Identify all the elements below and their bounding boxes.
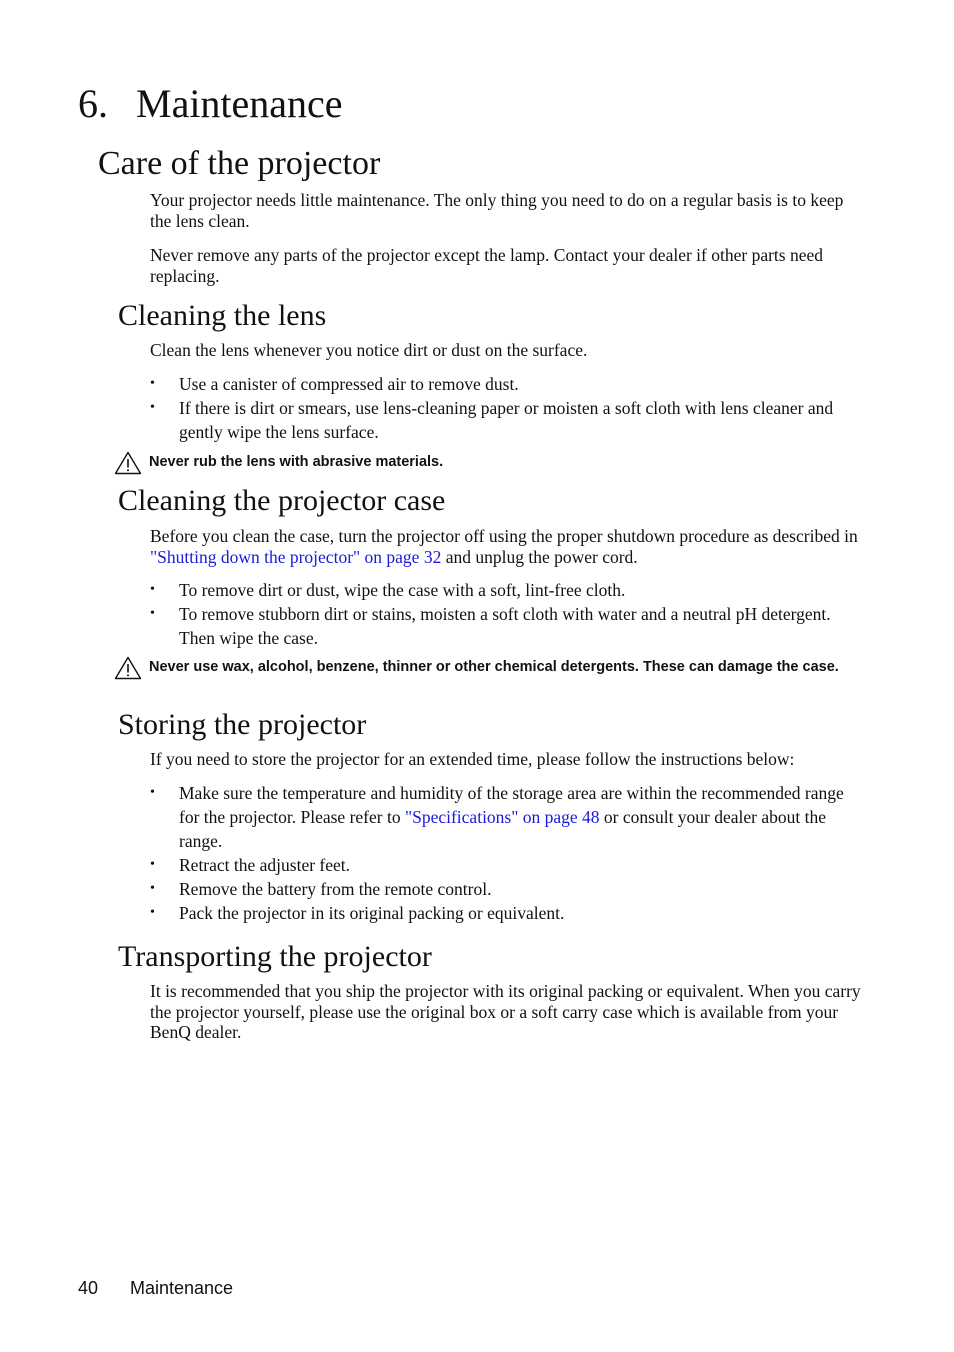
lens-bullet-list (150, 372, 862, 444)
chapter-title: Maintenance (136, 81, 343, 126)
lens-heading: Cleaning the lens (118, 299, 327, 332)
bullet-icon: • (150, 582, 155, 597)
case-bullet-list (150, 578, 862, 650)
warning-text: Never use wax, alcohol, benzene, thinner or other chemical detergents. These can damage the case. (149, 659, 839, 675)
case-intro-text: Before you clean the case, turn the projector off using the proper shutdown procedure as described in (150, 526, 858, 546)
shutdown-link[interactable]: "Shutting down the projector" on page 32 (150, 546, 442, 567)
page-footer (78, 1276, 233, 1300)
list-item-text: Remove the battery from the remote control. (179, 879, 492, 899)
list-item-text: To remove stubborn dirt or stains, moisten a soft cloth with water and a neutral pH detergent. Then wipe the case. (179, 604, 831, 648)
list-item-text: Use a canister of compressed air to remove dust. (179, 374, 519, 394)
case-warning (114, 658, 862, 676)
bullet-icon: • (150, 606, 155, 621)
list-item-text: Make sure the temperature and humidity of the storage area are within the recommended range for the projector. Please refer to (179, 783, 844, 827)
bullet-icon: • (150, 400, 155, 415)
page-number: 40 (78, 1278, 99, 1298)
list-item (150, 578, 862, 602)
list-item (150, 372, 862, 396)
warning-triangle-icon (114, 451, 142, 475)
case-heading: Cleaning the projector case (118, 484, 446, 517)
footer-section: Maintenance (130, 1278, 234, 1298)
list-item-text: Pack the projector in its original packing or equivalent. (179, 903, 565, 923)
case-intro (150, 526, 862, 567)
care-paragraph-2: Never remove any parts of the projector except the lamp. Contact your dealer if other parts need replacing. (150, 245, 823, 286)
lens-intro: Clean the lens whenever you notice dirt or dust on the surface. (150, 340, 588, 360)
care-heading: Care of the projector (98, 145, 381, 182)
bullet-icon: • (150, 905, 155, 920)
list-item-text: If there is dirt or smears, use lens-cleaning paper or moisten a soft cloth with lens cleaner and gently wipe the lens surface. (179, 398, 834, 442)
care-paragraph-1: Your projector needs little maintenance. The only thing you need to do on a regular basis is to keep the lens clean. (150, 190, 844, 231)
bullet-icon: • (150, 785, 155, 800)
case-intro-text-end: and unplug the power cord. (441, 546, 638, 567)
bullet-icon: • (150, 376, 155, 391)
warning-triangle-icon (114, 656, 142, 680)
list-item (150, 602, 862, 650)
chapter-heading (78, 78, 343, 130)
list-item-text-end: or consult your dealer about the range. (179, 807, 827, 851)
transporting-heading: Transporting the projector (118, 940, 432, 973)
chapter-number: 6. (78, 81, 108, 126)
warning-text: Never rub the lens with abrasive materials. (149, 454, 444, 470)
lens-warning (114, 453, 862, 471)
list-item (150, 877, 862, 901)
storing-bullet-list (150, 781, 862, 925)
bullet-icon: • (150, 881, 155, 896)
list-item-text: Retract the adjuster feet. (179, 855, 351, 875)
list-item (150, 396, 862, 444)
bullet-icon: • (150, 857, 155, 872)
list-item-text: To remove dirt or dust, wipe the case with a soft, lint-free cloth. (179, 580, 626, 600)
specifications-link[interactable]: "Specifications" on page 48 (404, 807, 600, 827)
list-item (150, 781, 862, 853)
list-item (150, 853, 862, 877)
list-item (150, 901, 862, 925)
storing-heading: Storing the projector (118, 708, 367, 741)
storing-intro: If you need to store the projector for an extended time, please follow the instructions below: (150, 749, 795, 769)
transporting-paragraph: It is recommended that you ship the projector with its original packing or equivalent. When you carry the projector yourself, please use the original box or a soft carry case which is available from your BenQ dealer. (150, 981, 861, 1042)
